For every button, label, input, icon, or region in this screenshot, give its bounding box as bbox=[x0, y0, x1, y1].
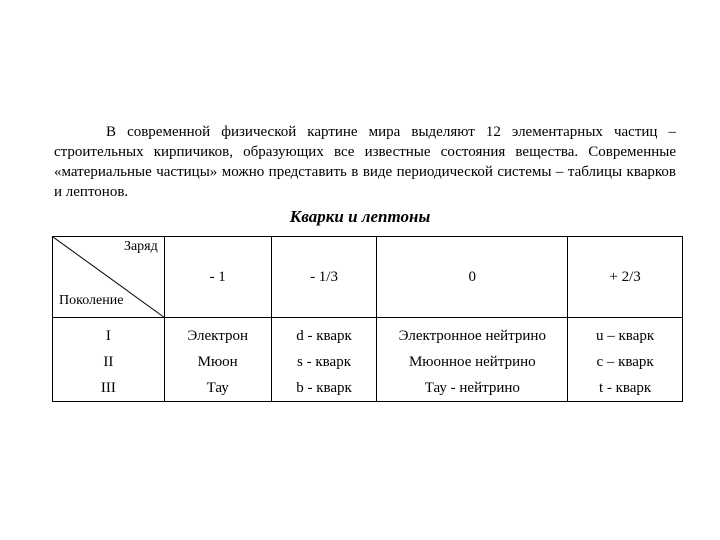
intro-paragraph: В современной физической картине мира выделяют 12 элементарных частиц – строительных кирпичиков, образующих все известные состояния вещества. Современные «материальные частицы» можно представить в виде периодической системы – таблицы кварков и лептонов. bbox=[54, 124, 676, 200]
generation-label: Поколение bbox=[59, 293, 124, 308]
lepton-electron: Электрон bbox=[187, 327, 249, 344]
generation-1: I bbox=[105, 327, 111, 344]
quark-u: u – кварк bbox=[596, 327, 655, 344]
generations-cell bbox=[53, 318, 165, 402]
neutrino-electron: Электронное нейтрино bbox=[398, 327, 546, 344]
table-body-row bbox=[53, 318, 683, 402]
lepton-tau: Тау bbox=[206, 379, 229, 396]
generation-2: II bbox=[103, 353, 114, 370]
quark-d: d - кварк bbox=[296, 327, 352, 344]
charge-label: Заряд bbox=[123, 239, 158, 254]
table-header-row bbox=[53, 237, 683, 318]
neutrino-muon: Мюонное нейтрино bbox=[408, 353, 536, 370]
charged-leptons-cell bbox=[164, 318, 271, 402]
lepton-muon: Мюон bbox=[197, 353, 238, 370]
quark-b: b - кварк bbox=[296, 379, 352, 396]
charge-header-minus-one: - 1 bbox=[164, 237, 271, 318]
charge-header-minus-one-third: - 1/3 bbox=[271, 237, 377, 318]
corner-header-cell bbox=[53, 237, 165, 318]
charge-header-zero: 0 bbox=[377, 237, 568, 318]
charge-header-plus-two-thirds: + 2/3 bbox=[568, 237, 683, 318]
quark-s: s - кварк bbox=[297, 353, 351, 370]
table-title: Кварки и лептоны bbox=[289, 207, 431, 226]
neutrinos-cell bbox=[377, 318, 568, 402]
neutrino-tau: Тау - нейтрино bbox=[424, 379, 520, 396]
particles-table bbox=[52, 236, 683, 402]
quark-c: c – кварк bbox=[596, 353, 654, 370]
quark-t: t - кварк bbox=[598, 379, 652, 396]
generation-3: III bbox=[100, 379, 116, 396]
up-quarks-cell bbox=[568, 318, 683, 402]
down-quarks-cell bbox=[271, 318, 377, 402]
